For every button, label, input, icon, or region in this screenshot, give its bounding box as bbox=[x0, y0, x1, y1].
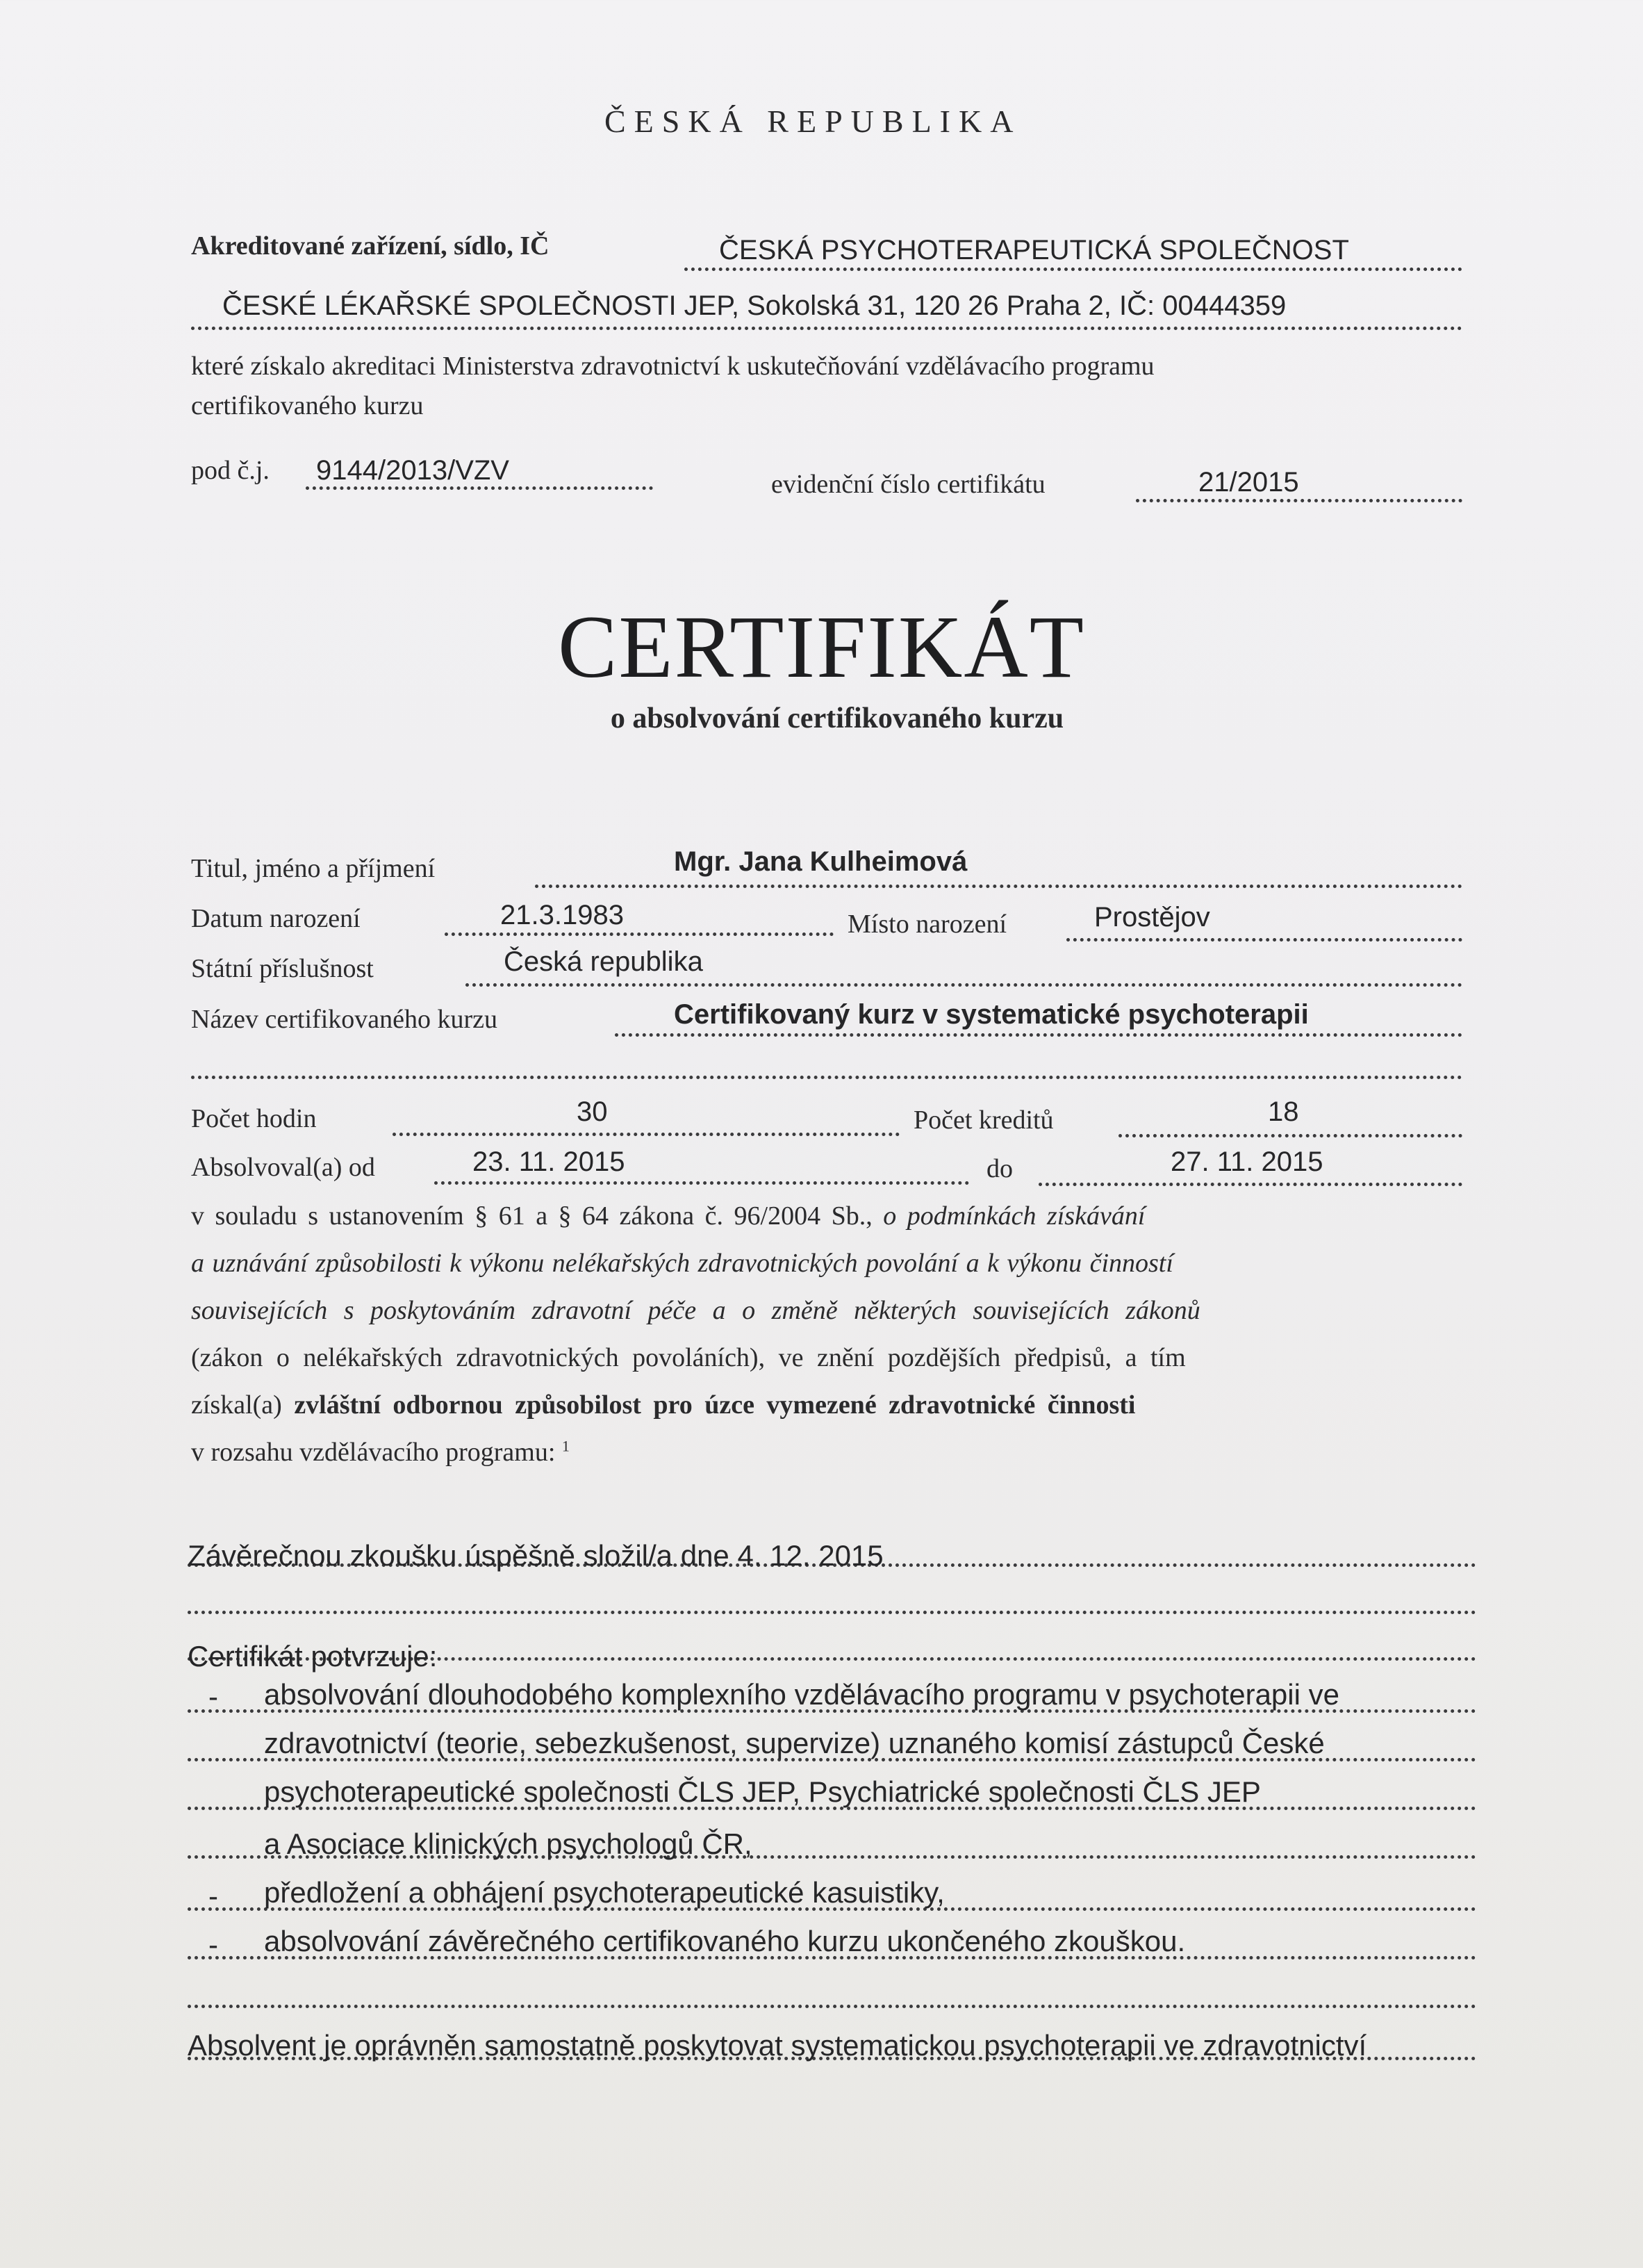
dotted-line bbox=[434, 1181, 969, 1185]
dotted-line bbox=[684, 268, 1462, 271]
ref-value: 9144/2013/VZV bbox=[316, 455, 509, 486]
bullet-dash: - bbox=[208, 1680, 218, 1713]
law-line-2: a uznávání způsobilosti k výkonu nelékařských zdravotnických povolání a k výkonu činností bbox=[191, 1249, 1173, 1278]
confirms-heading: Certifikát potvrzuje: bbox=[188, 1640, 438, 1673]
dotted-line bbox=[1039, 1183, 1462, 1186]
law-text: v souladu s ustanovením § 61 a § 64 zákona č. 96/2004 Sb., bbox=[191, 1201, 873, 1231]
bullet-dash: - bbox=[208, 1928, 218, 1961]
from-value: 23. 11. 2015 bbox=[472, 1147, 625, 1177]
dob-label: Datum narození bbox=[191, 904, 361, 933]
pob-value: Prostějov bbox=[1094, 902, 1210, 932]
to-value: 27. 11. 2015 bbox=[1171, 1147, 1323, 1177]
dotted-line bbox=[465, 983, 1462, 987]
pob-label: Místo narození bbox=[848, 910, 1007, 939]
document-subtitle: o absolvování certifikovaného kurzu bbox=[610, 702, 1064, 734]
item-1-line-3: psychoterapeutické společnosti ČLS JEP, Psychiatrické společnosti ČLS JEP bbox=[264, 1775, 1261, 1808]
course-value: Certifikovaný kurz v systematické psychoterapii bbox=[674, 999, 1309, 1030]
item-1-line-4: a Asociace klinických psychologů ČR, bbox=[264, 1827, 752, 1860]
law-line-4: (zákon o nelékařských zdravotnických povoláních), ve znění pozdějších předpisů, a tím bbox=[191, 1343, 1186, 1372]
citizenship-value: Česká republika bbox=[504, 946, 703, 977]
dob-value: 21.3.1983 bbox=[500, 900, 624, 930]
law-title: o podmínkách získávání bbox=[883, 1201, 1146, 1231]
from-label: Absolvoval(a) od bbox=[191, 1153, 375, 1182]
dotted-line bbox=[535, 885, 1462, 888]
dotted-line bbox=[1118, 1134, 1462, 1137]
credits-value: 18 bbox=[1268, 1096, 1299, 1127]
dotted-line bbox=[445, 932, 834, 936]
law-emphasis: zvláštní odbornou způsobilost pro úzce vymezené zdravotnické činnosti bbox=[294, 1390, 1136, 1420]
law-line-6 bbox=[191, 1437, 570, 1468]
exam-line: Závěrečnou zkoušku úspěšně složil/a dne 4. 12. 2015 bbox=[188, 1539, 884, 1572]
document-title: CERTIFIKÁT bbox=[558, 598, 1085, 696]
to-label: do bbox=[986, 1154, 1013, 1183]
cert-number-label: evidenční číslo certifikátu bbox=[771, 470, 1046, 499]
accredited-label: Akreditované zařízení, sídlo, IČ bbox=[191, 231, 550, 261]
item-1-line-1: absolvování dlouhodobého komplexního vzdělávacího programu v psychoterapii ve bbox=[264, 1678, 1339, 1711]
ref-label: pod č.j. bbox=[191, 456, 270, 485]
hours-value: 30 bbox=[577, 1096, 608, 1127]
dotted-line bbox=[191, 327, 1462, 330]
footnote-marker: 1 bbox=[561, 1437, 570, 1455]
bullet-dash: - bbox=[208, 1880, 218, 1912]
dotted-line bbox=[188, 1611, 1476, 1614]
accredited-line-2: ČESKÉ LÉKAŘSKÉ SPOLEČNOSTI JEP, Sokolská 31, 120 26 Praha 2, IČ: 00444359 bbox=[222, 290, 1287, 321]
dotted-line bbox=[188, 2005, 1476, 2008]
item-3: absolvování závěrečného certifikovaného kurzu ukončeného zkouškou. bbox=[264, 1925, 1186, 1957]
accreditation-text-1: které získalo akreditaci Ministerstva zdravotnictví k uskutečňování vzdělávacího programu bbox=[191, 352, 1155, 381]
law-text: v rozsahu vzdělávacího programu: bbox=[191, 1438, 556, 1467]
country-heading: ČESKÁ REPUBLIKA bbox=[604, 104, 1022, 139]
dotted-line bbox=[1136, 499, 1462, 502]
law-line-3: souvisejících s poskytováním zdravotní péče a o změně některých souvisejících zákonů bbox=[191, 1296, 1200, 1325]
law-text: získal(a) bbox=[191, 1390, 282, 1420]
final-statement: Absolvent je oprávněn samostatně poskytovat systematickou psychoterapii ve zdravotnictví bbox=[188, 2029, 1367, 2062]
item-2: předložení a obhájení psychoterapeutické kasuistiky, bbox=[264, 1876, 945, 1909]
citizenship-label: Státní příslušnost bbox=[191, 954, 374, 983]
course-label: Název certifikovaného kurzu bbox=[191, 1005, 498, 1034]
dotted-line bbox=[1066, 938, 1462, 942]
name-value: Mgr. Jana Kulheimová bbox=[674, 846, 968, 877]
law-line-1 bbox=[191, 1201, 1145, 1231]
cert-number-value: 21/2015 bbox=[1198, 467, 1299, 498]
hours-label: Počet hodin bbox=[191, 1104, 317, 1133]
credits-label: Počet kreditů bbox=[914, 1106, 1054, 1135]
item-1-line-2: zdravotnictví (teorie, sebezkušenost, supervize) uznaného komisí zástupců České bbox=[264, 1727, 1325, 1759]
accreditation-text-2: certifikovaného kurzu bbox=[191, 391, 424, 420]
name-label: Titul, jméno a příjmení bbox=[191, 854, 436, 883]
dotted-line bbox=[615, 1033, 1462, 1037]
dotted-line bbox=[191, 1076, 1462, 1079]
dotted-line bbox=[393, 1133, 900, 1136]
accredited-line-1: ČESKÁ PSYCHOTERAPEUTICKÁ SPOLEČNOST bbox=[719, 235, 1349, 265]
dotted-line bbox=[306, 486, 653, 490]
law-line-5 bbox=[191, 1390, 1135, 1420]
